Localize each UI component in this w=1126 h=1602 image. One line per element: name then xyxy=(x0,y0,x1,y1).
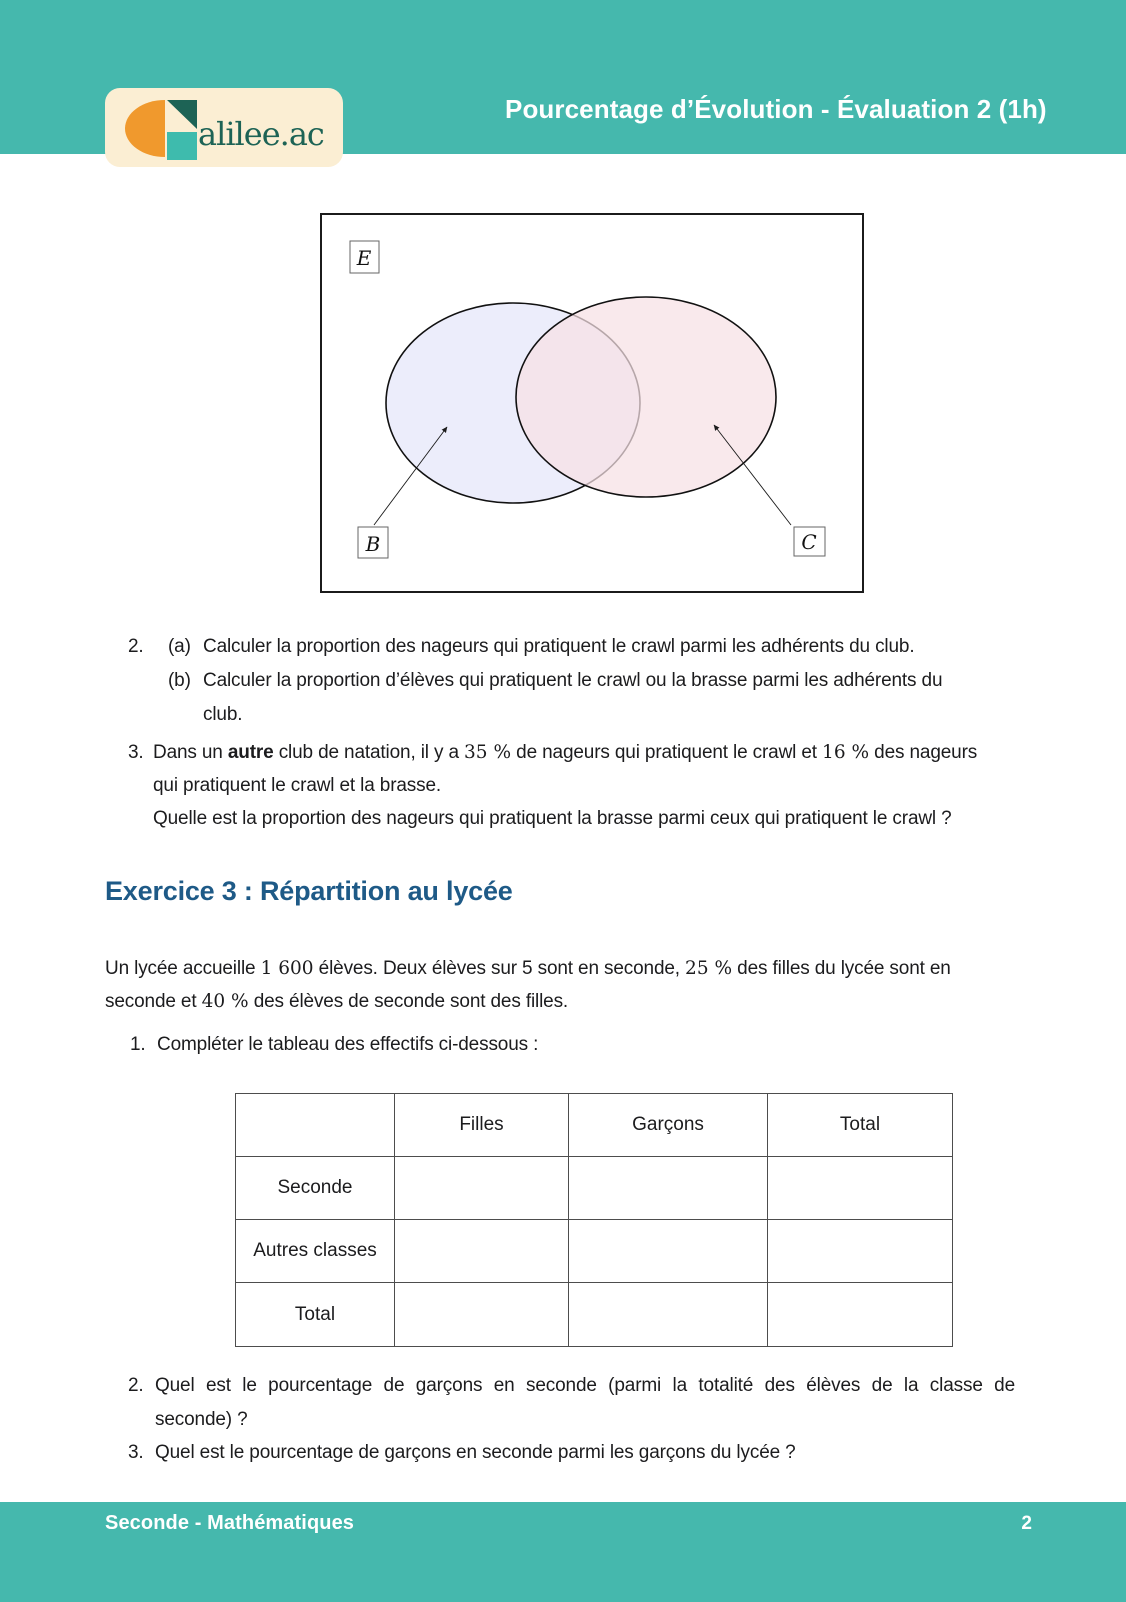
sub-item-letter: (a) xyxy=(168,636,191,657)
exercise3-q1-line xyxy=(130,1032,538,1058)
table-row xyxy=(236,1220,953,1283)
item-text: Quel est le pourcentage de garçons en seconde (parmi la totalité des élèves de la classe de xyxy=(155,1375,1015,1396)
empty-cell xyxy=(569,1220,768,1283)
math-value: 1 600 xyxy=(260,958,314,979)
item-text: club de natation, il y a xyxy=(273,742,465,763)
exercise3-q2-line2 xyxy=(155,1407,248,1433)
empty-cell xyxy=(569,1157,768,1220)
item-number: 2. xyxy=(128,1375,144,1396)
logo-g-icon xyxy=(105,88,200,167)
empty-cell xyxy=(395,1283,569,1347)
empty-cell xyxy=(395,1220,569,1283)
item-text: Dans un xyxy=(153,742,228,763)
footer-band xyxy=(0,1502,1126,1602)
venn-set-c-ellipse xyxy=(516,297,776,497)
item-text: club. xyxy=(203,704,243,725)
venn-diagram xyxy=(320,213,865,594)
row-label-total: Total xyxy=(236,1283,395,1347)
table-header-filles: Filles xyxy=(395,1094,569,1157)
exercise2-item3-line1 xyxy=(128,740,977,766)
exercise2-item3-line3 xyxy=(153,806,952,832)
item-text: de nageurs qui pratiquent le crawl et xyxy=(511,742,823,763)
item-text: qui pratiquent le crawl et la brasse. xyxy=(153,775,442,796)
item-number: 3. xyxy=(128,742,144,763)
logo xyxy=(105,88,343,167)
item-text: Quel est le pourcentage de garçons en seconde parmi les garçons du lycée ? xyxy=(155,1442,796,1463)
item-number: 1. xyxy=(130,1034,146,1055)
empty-cell xyxy=(768,1157,953,1220)
empty-cell xyxy=(768,1283,953,1347)
table-header-row xyxy=(236,1094,953,1157)
footer-course-label: Seconde - Mathématiques xyxy=(105,1512,355,1534)
intro-text: des élèves de seconde sont des filles. xyxy=(248,991,569,1012)
exercise3-heading: Exercice 3 : Répartition au lycée xyxy=(105,876,513,906)
logo-text: alilee.ac xyxy=(198,115,324,153)
table-header-garcons: Garçons xyxy=(569,1094,768,1157)
exercise2-item2b-line2 xyxy=(203,702,242,728)
row-label-autres: Autres classes xyxy=(236,1220,395,1283)
math-value: 40 % xyxy=(201,991,249,1012)
item-number: 3. xyxy=(128,1442,144,1463)
math-value: 35 % xyxy=(464,742,512,763)
table-row xyxy=(236,1157,953,1220)
exercise2-item3-line2 xyxy=(153,773,441,799)
exercise3-q2-marker xyxy=(128,1373,144,1399)
exercise2-item2b-line1 xyxy=(168,668,942,694)
math-value: 25 % xyxy=(685,958,733,979)
row-label-seconde: Seconde xyxy=(236,1157,395,1220)
table-row xyxy=(236,1283,953,1347)
venn-label-b: B xyxy=(365,532,381,556)
footer-page-number: 2 xyxy=(1021,1513,1032,1534)
empty-cell xyxy=(395,1157,569,1220)
intro-text: Un lycée accueille xyxy=(105,958,261,979)
item-text: Compléter le tableau des effectifs ci-dessous : xyxy=(157,1034,539,1055)
item-text-bold: autre xyxy=(227,742,274,763)
exercise3-q2-line1 xyxy=(155,1373,1015,1399)
table-corner-cell xyxy=(236,1094,395,1157)
intro-text: élèves. Deux élèves sur 5 sont en seconde, xyxy=(313,958,686,979)
item-text: seconde) ? xyxy=(155,1409,248,1430)
empty-cell xyxy=(768,1220,953,1283)
empty-cell xyxy=(569,1283,768,1347)
sub-item-letter: (b) xyxy=(168,670,191,691)
exercise3-intro-line1 xyxy=(105,956,951,982)
item-text: des nageurs xyxy=(869,742,978,763)
math-value: 16 % xyxy=(822,742,870,763)
exercise3-q3-line xyxy=(128,1440,796,1466)
venn-label-e: E xyxy=(356,246,372,270)
item-number: 2. xyxy=(128,636,144,657)
item-text: Calculer la proportion des nageurs qui pratiquent le crawl parmi les adhérents du club. xyxy=(203,636,915,657)
item-text: Quelle est la proportion des nageurs qui pratiquent la brasse parmi ceux qui pratiquent le crawl ? xyxy=(153,808,952,829)
page-title: Pourcentage d’Évolution - Évaluation 2 (1h) xyxy=(505,94,1047,124)
effectifs-table xyxy=(235,1093,953,1347)
venn-label-c: C xyxy=(801,530,817,554)
table-header-total: Total xyxy=(768,1094,953,1157)
intro-text: seconde et xyxy=(105,991,202,1012)
intro-text: des filles du lycée sont en xyxy=(732,958,951,979)
exercise3-intro-line2 xyxy=(105,989,568,1015)
exercise2-item2a-line xyxy=(128,634,914,660)
item-text: Calculer la proportion d’élèves qui pratiquent le crawl ou la brasse parmi les adhérents du xyxy=(203,670,943,691)
